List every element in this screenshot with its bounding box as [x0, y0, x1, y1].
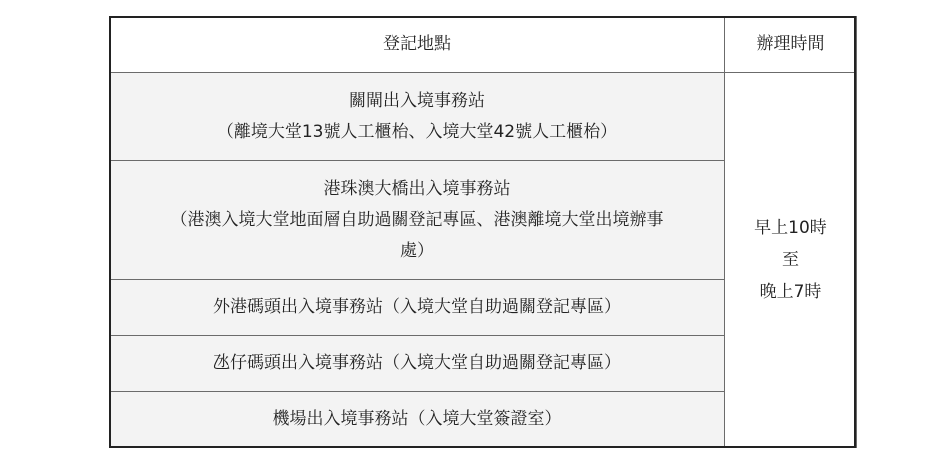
- location-detail-cont: 處）: [400, 240, 434, 261]
- header-hours: 辦理時間: [725, 17, 857, 73]
- location-detail: （離境大堂13號人工櫃枱、入境大堂42號人工櫃枱）: [216, 121, 618, 142]
- registration-locations-table: [109, 16, 857, 448]
- registration-table-container: [109, 16, 856, 448]
- hours-start: 早上10時: [754, 218, 827, 238]
- location-cell-border-gate: [110, 73, 725, 161]
- location-cell-bridge: [110, 161, 725, 280]
- table-header-row: [110, 17, 857, 73]
- hours-cell: [725, 73, 857, 448]
- location-name: 關閘出入境事務站: [349, 90, 485, 111]
- location-cell-airport: 機場出入境事務站（入境大堂簽證室）: [110, 392, 725, 448]
- table-row: [110, 73, 857, 161]
- location-cell-outer-harbour: 外港碼頭出入境事務站（入境大堂自助過關登記專區）: [110, 280, 725, 336]
- hours-end: 晚上7時: [759, 282, 822, 302]
- hours-to: 至: [782, 250, 799, 270]
- location-name: 港珠澳大橋出入境事務站: [323, 178, 511, 199]
- location-detail: （港澳入境大堂地面層自助過關登記專區、港澳離境大堂出境辦事: [170, 209, 664, 230]
- location-cell-taipa-ferry: 氹仔碼頭出入境事務站（入境大堂自助過關登記專區）: [110, 336, 725, 392]
- header-location: 登記地點: [110, 17, 725, 73]
